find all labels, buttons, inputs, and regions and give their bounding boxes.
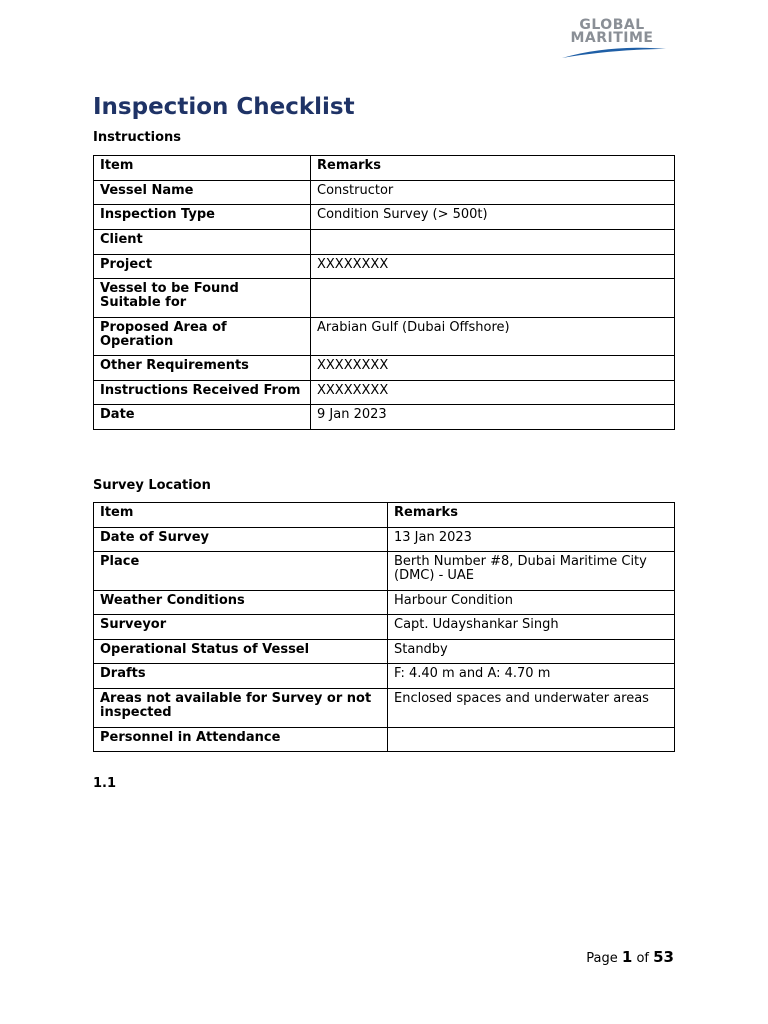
row-value: 13 Jan 2023 [388, 528, 675, 552]
row-value: Constructor [311, 181, 675, 205]
company-logo [556, 18, 668, 60]
table-row [94, 181, 675, 205]
logo-swoosh-icon [556, 46, 668, 60]
survey-location-table [93, 502, 675, 752]
table-row [94, 205, 675, 230]
row-label: Proposed Area of Operation [94, 318, 311, 356]
of-word: of [636, 951, 649, 966]
table-row [94, 230, 675, 255]
row-value [388, 728, 675, 752]
table-row [94, 728, 675, 752]
row-value: XXXXXXXX [311, 255, 675, 279]
row-label: Client [94, 230, 311, 255]
row-label: Date of Survey [94, 528, 388, 552]
row-label: Operational Status of Vessel [94, 640, 388, 664]
page-footer [586, 948, 674, 966]
row-label: Inspection Type [94, 205, 311, 230]
row-value: XXXXXXXX [311, 381, 675, 405]
row-label: Areas not available for Survey or not inspected [94, 689, 388, 728]
table-row [94, 405, 675, 430]
row-label: Vessel to be Found Suitable for [94, 279, 311, 318]
row-value: Standby [388, 640, 675, 664]
row-value [311, 230, 675, 255]
table-row [94, 591, 675, 615]
table-row [94, 318, 675, 356]
header-item: Item [94, 503, 388, 528]
row-value: Capt. Udayshankar Singh [388, 615, 675, 640]
instructions-heading: Instructions [93, 130, 182, 145]
row-value: F: 4.40 m and A: 4.70 m [388, 664, 675, 689]
logo-line-1: GLOBAL [579, 17, 645, 33]
row-label: Instructions Received From [94, 381, 311, 405]
logo-line-2: MARITIME [570, 30, 654, 46]
row-value: Enclosed spaces and underwater areas [388, 689, 675, 728]
header-item: Item [94, 156, 311, 181]
instructions-table [93, 155, 675, 430]
row-value: 9 Jan 2023 [311, 405, 675, 430]
row-label: Personnel in Attendance [94, 728, 388, 752]
table-row [94, 528, 675, 552]
row-label: Vessel Name [94, 181, 311, 205]
table-row [94, 664, 675, 689]
row-value: Harbour Condition [388, 591, 675, 615]
table-row [94, 552, 675, 591]
page-number: 1 [621, 948, 633, 966]
row-label: Other Requirements [94, 356, 311, 381]
table-row [94, 615, 675, 640]
table-header-row [94, 503, 675, 528]
row-label: Surveyor [94, 615, 388, 640]
row-label: Drafts [94, 664, 388, 689]
page-title: Inspection Checklist [93, 94, 355, 120]
row-label: Place [94, 552, 388, 591]
row-value [311, 279, 675, 318]
row-label: Project [94, 255, 311, 279]
section-number: 1.1 [93, 776, 117, 791]
table-row [94, 356, 675, 381]
table-row [94, 279, 675, 318]
page-word: Page [586, 951, 618, 966]
table-row [94, 689, 675, 728]
instructions-table-body [94, 156, 675, 430]
table-row [94, 381, 675, 405]
row-value: Condition Survey (> 500t) [311, 205, 675, 230]
row-value: Berth Number #8, Dubai Maritime City (DMC) - UAE [388, 552, 675, 591]
survey-location-heading: Survey Location [93, 478, 211, 493]
header-remarks: Remarks [311, 156, 675, 181]
table-row [94, 640, 675, 664]
total-pages: 53 [653, 948, 674, 966]
table-header-row [94, 156, 675, 181]
row-label: Date [94, 405, 311, 430]
header-remarks: Remarks [388, 503, 675, 528]
survey-location-table-body [94, 503, 675, 752]
row-value: XXXXXXXX [311, 356, 675, 381]
table-row [94, 255, 675, 279]
row-value: Arabian Gulf (Dubai Offshore) [311, 318, 675, 356]
row-label: Weather Conditions [94, 591, 388, 615]
